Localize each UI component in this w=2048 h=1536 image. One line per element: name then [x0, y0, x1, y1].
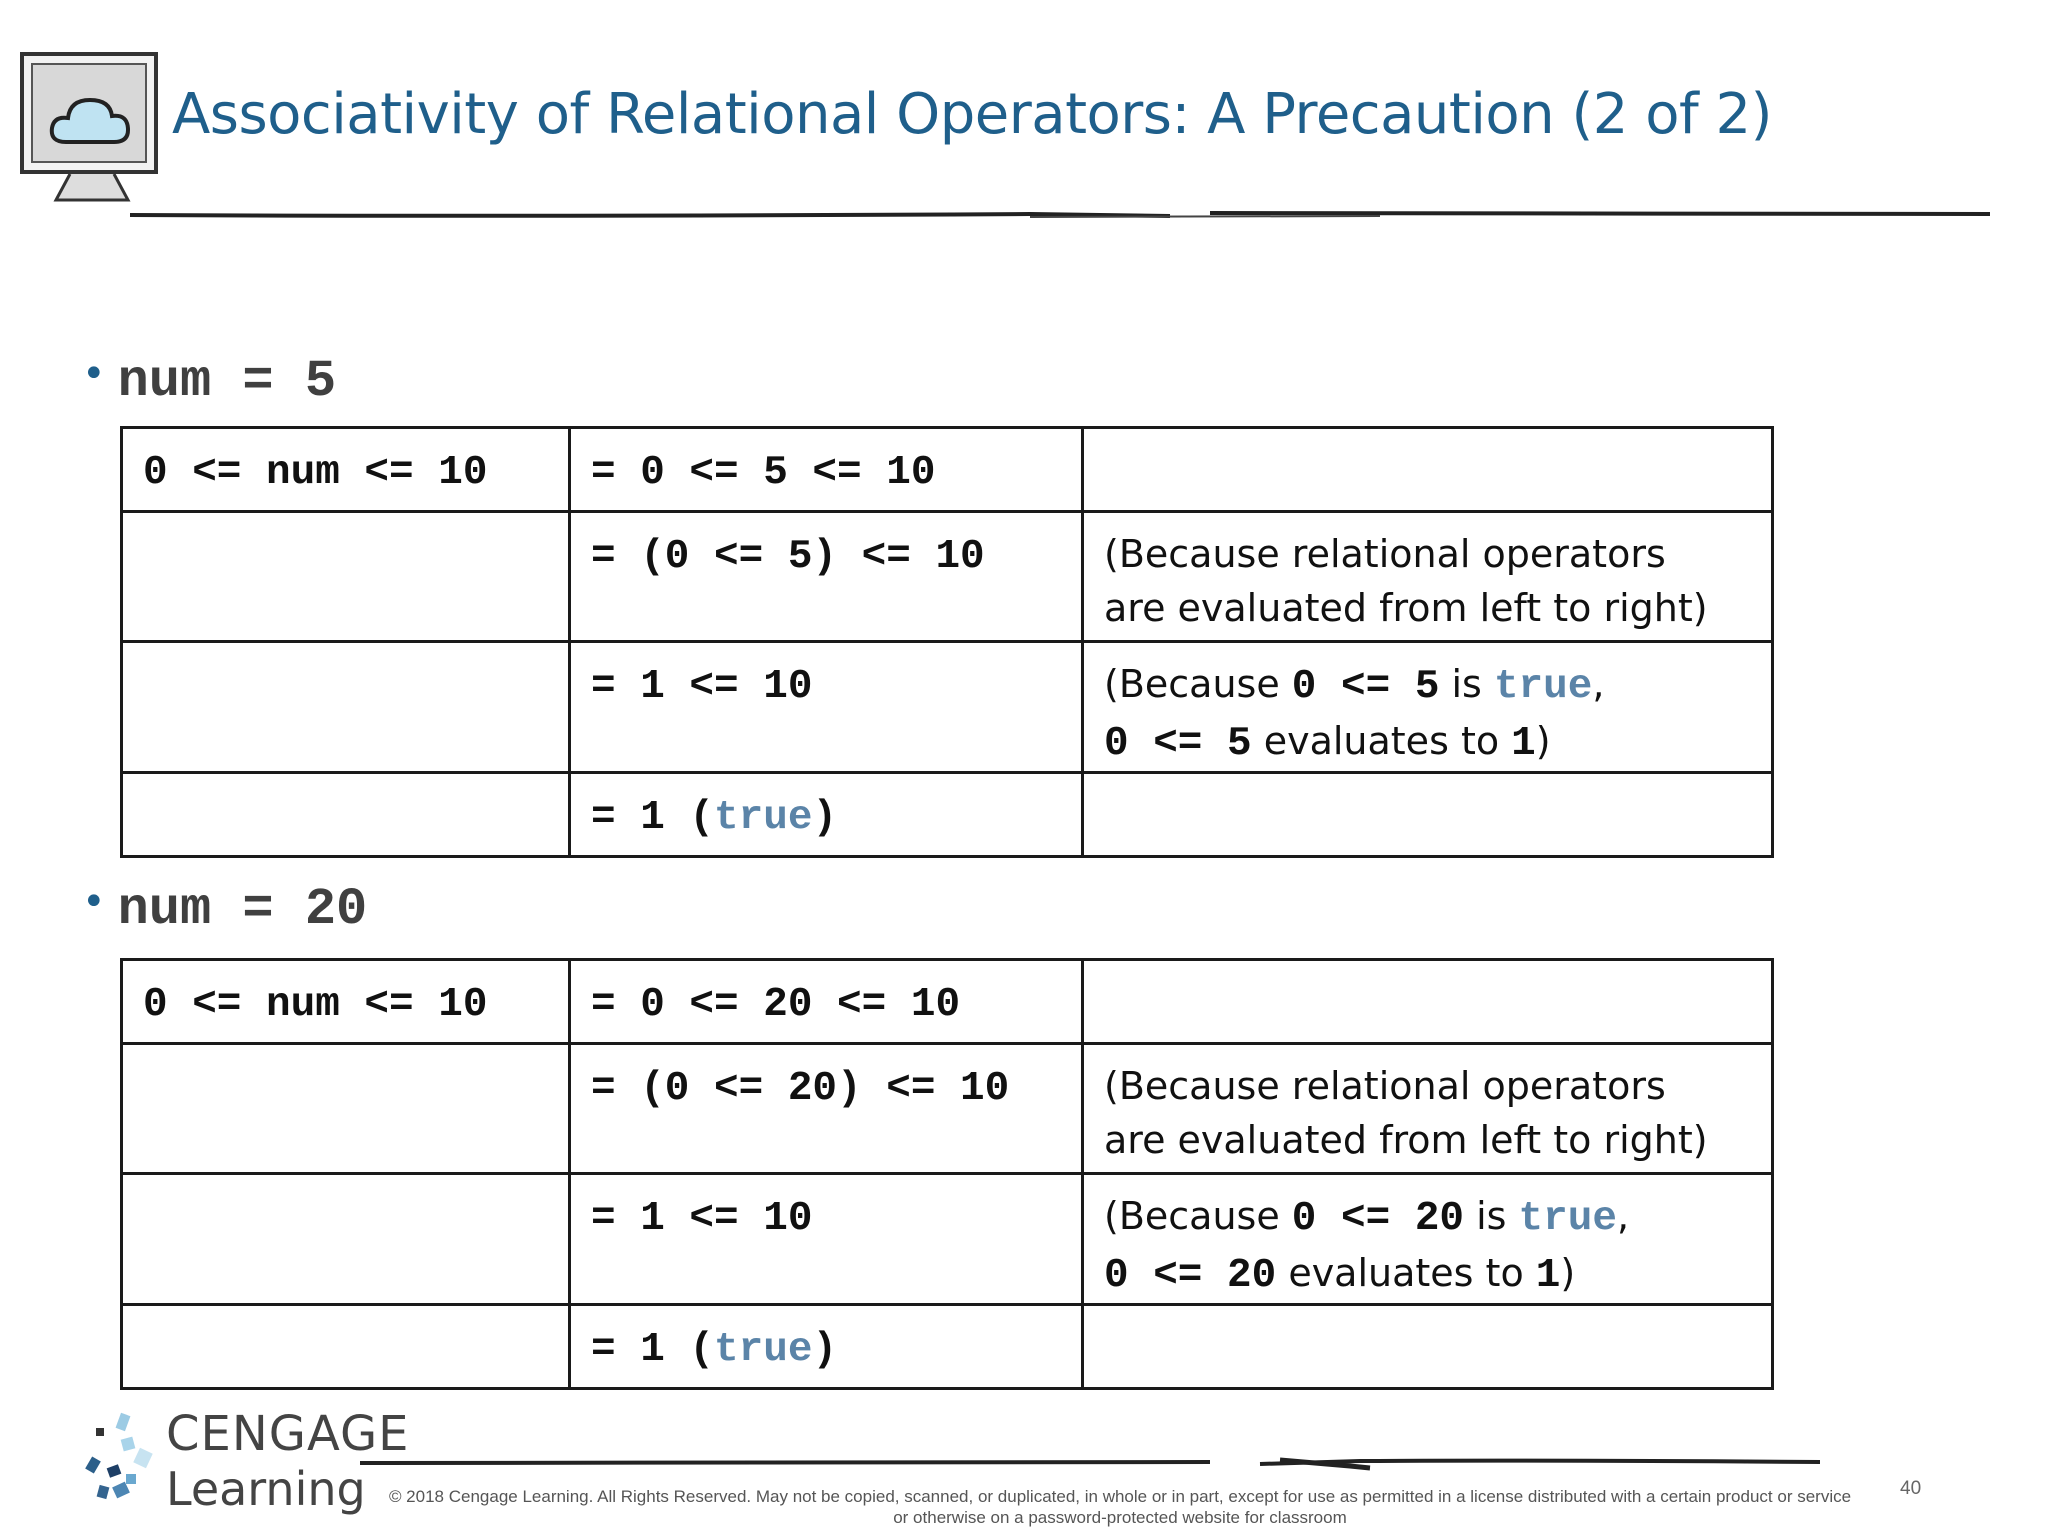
- note-line: [1104, 1246, 1751, 1303]
- table-cell-note: [1083, 960, 1773, 1044]
- table-row: [122, 428, 1773, 512]
- note-code: 0 <= 5: [1104, 721, 1252, 767]
- note-text: ): [1535, 719, 1551, 763]
- table-cell-step: [570, 1305, 1083, 1389]
- table-cell-expression: [122, 1044, 570, 1174]
- table-cell-expression: [122, 512, 570, 642]
- table-cell-note: [1083, 1305, 1773, 1389]
- note-line: are evaluated from left to right): [1104, 1118, 1708, 1162]
- table-cell-step: [570, 773, 1083, 857]
- step-text: = (0 <= 20) <= 10: [591, 1066, 1010, 1112]
- note-text: ,: [1592, 662, 1605, 706]
- table-cell-note: [1083, 512, 1773, 642]
- note-text: is: [1464, 1194, 1519, 1238]
- bullet-code: num = 5: [117, 352, 337, 411]
- table-row: [122, 512, 1773, 642]
- table-cell-step: [570, 1044, 1083, 1174]
- note-line: (Because relational operators: [1104, 1064, 1666, 1108]
- note-code: 1: [1511, 721, 1536, 767]
- page-number: 40: [1900, 1478, 1922, 1499]
- note-text: (Because: [1104, 662, 1292, 706]
- note-line: [1104, 657, 1751, 714]
- table-cell-step: [570, 512, 1083, 642]
- keyword-true: true: [1493, 664, 1593, 710]
- table-cell-step: [570, 428, 1083, 512]
- step-text: = (0 <= 5) <= 10: [591, 534, 985, 580]
- copyright-line: or otherwise on a password-protected website for classroom: [893, 1508, 1347, 1527]
- step-text: = 1 (: [591, 795, 715, 841]
- bullet-num-20: [82, 876, 367, 939]
- bullet-dot: •: [82, 351, 106, 397]
- copyright-notice: [370, 1486, 1870, 1528]
- bullet-num-5: [82, 348, 336, 411]
- table-cell-expression: [122, 1305, 570, 1389]
- keyword-true: true: [714, 1327, 813, 1373]
- monitor-cloud-icon: [18, 50, 168, 210]
- step-text: = 0 <= 5 <= 10: [591, 450, 936, 496]
- note-line: (Because relational operators: [1104, 532, 1666, 576]
- keyword-true: true: [714, 795, 813, 841]
- note-text: evaluates to: [1251, 719, 1512, 763]
- note-code: 0 <= 5: [1291, 664, 1440, 710]
- slide-title: Associativity of Relational Operators: A Precaution (2 of 2): [172, 82, 1772, 147]
- note-text: is: [1439, 662, 1494, 706]
- table-cell-note: [1083, 1044, 1773, 1174]
- table-cell-note: [1083, 428, 1773, 512]
- table-cell-step: [570, 1174, 1083, 1305]
- step-text: = 1 <= 10: [591, 1196, 813, 1242]
- evaluation-table-num-20: [120, 958, 1774, 1390]
- copyright-line: © 2018 Cengage Learning. All Rights Reserved. May not be copied, scanned, or duplicated, in whole or in part, except for use as permitted in a license distributed with a certain product or service: [388, 1487, 1852, 1506]
- step-text: ): [812, 795, 838, 841]
- note-text: ,: [1616, 1194, 1630, 1238]
- table-cell-note: [1083, 1174, 1773, 1305]
- note-code: 1: [1535, 1253, 1561, 1299]
- table-row: [122, 1305, 1773, 1389]
- bullet-code: num = 20: [117, 880, 368, 939]
- cengage-logo-mark-icon: [82, 1410, 162, 1520]
- expression-text: 0 <= num <= 10: [143, 982, 488, 1028]
- note-text: ): [1560, 1251, 1576, 1295]
- step-text: = 0 <= 20 <= 10: [591, 982, 961, 1028]
- table-cell-expression: [122, 773, 570, 857]
- logo-wordmark-top: CENGAGE: [166, 1406, 410, 1462]
- table-row: [122, 960, 1773, 1044]
- evaluation-table-num-5: [120, 426, 1774, 858]
- step-text: ): [812, 1327, 838, 1373]
- table-cell-expression: [122, 642, 570, 773]
- title-divider: [130, 205, 1990, 225]
- keyword-true: true: [1518, 1196, 1617, 1242]
- table-cell-note: [1083, 642, 1773, 773]
- table-cell-step: [570, 642, 1083, 773]
- note-line: [1104, 1189, 1751, 1246]
- step-text: = 1 <= 10: [591, 664, 813, 710]
- note-line: are evaluated from left to right): [1104, 586, 1708, 630]
- note-line: [1104, 714, 1751, 771]
- note-text: (Because: [1104, 1194, 1292, 1238]
- table-cell-step: [570, 960, 1083, 1044]
- table-cell-expression: [122, 960, 570, 1044]
- note-code: 0 <= 20: [1104, 1253, 1277, 1299]
- table-row: [122, 1174, 1773, 1305]
- table-cell-note: [1083, 773, 1773, 857]
- table-row: [122, 642, 1773, 773]
- step-text: = 1 (: [591, 1327, 715, 1373]
- logo-wordmark-bottom: Learning: [166, 1462, 366, 1516]
- note-code: 0 <= 20: [1291, 1196, 1465, 1242]
- table-cell-expression: [122, 1174, 570, 1305]
- table-row: [122, 773, 1773, 857]
- note-text: evaluates to: [1276, 1251, 1536, 1295]
- expression-text: 0 <= num <= 10: [143, 450, 488, 496]
- cengage-learning-logo: [82, 1400, 410, 1530]
- table-cell-expression: [122, 428, 570, 512]
- footer-divider: [360, 1452, 1820, 1472]
- table-row: [122, 1044, 1773, 1174]
- bullet-dot: •: [82, 879, 106, 925]
